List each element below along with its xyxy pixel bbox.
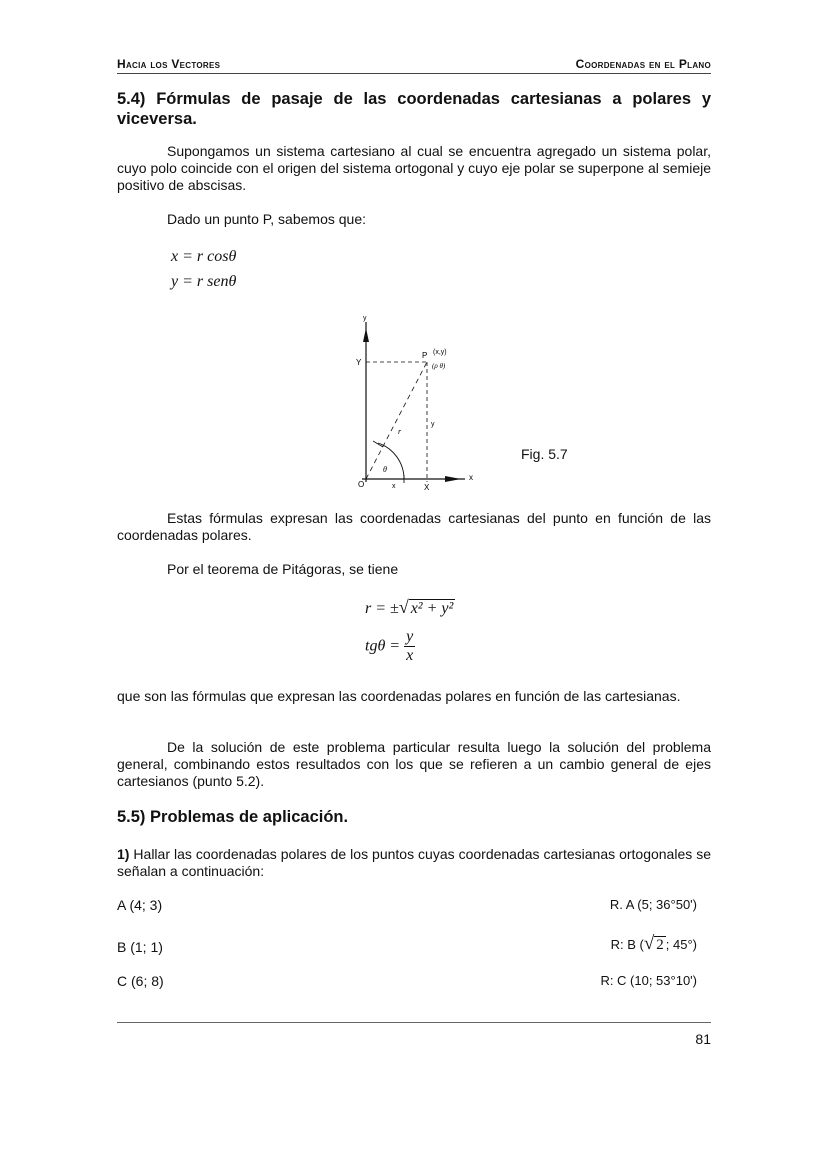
running-header: [117, 57, 711, 74]
header-right: Coordenadas en el Plano: [575, 57, 711, 71]
point-a: A (4; 3): [117, 897, 163, 913]
P-label: P: [422, 351, 428, 360]
P-polar-label: (ρ θ): [432, 362, 446, 370]
section-5-4-title: 5.4) Fórmulas de pasaje de las coordenadas cartesianas a polares y viceversa.: [117, 90, 711, 128]
equation-x: x = r cosθ: [171, 248, 237, 265]
Y-label: Y: [356, 358, 362, 367]
problem-row-a: [117, 897, 711, 917]
problem-1-statement: [117, 846, 711, 880]
answer-b-sqrt-symbol: √: [643, 933, 655, 954]
problem-text: Hallar las coordenadas polares de los puntos cuyas coordenadas cartesianas ortogonales se señalan a continuación:: [117, 846, 711, 879]
paragraph-pythagoras: Por el teorema de Pitágoras, se tiene: [167, 561, 399, 577]
equation-r: [365, 597, 455, 618]
x-segment-label: x: [392, 483, 396, 490]
y-axis-arrow: [363, 328, 369, 342]
footer-rule: [117, 1022, 711, 1023]
fraction-denominator: x: [406, 647, 414, 664]
page-number: 81: [695, 1031, 711, 1047]
header-left: Hacia los Vectores: [117, 57, 221, 71]
point-b: B (1; 1): [117, 939, 163, 955]
answer-c: R: C (10; 53°10'): [600, 973, 697, 988]
theta-label: θ: [383, 465, 387, 474]
paragraph-formulas-express: Estas fórmulas expresan las coordenadas cartesianas del punto en función de las coordenadas polares.: [117, 510, 711, 543]
r-label: r: [398, 427, 402, 436]
equation-tg: [365, 628, 415, 665]
paragraph-polar-in-terms: que son las fórmulas que expresan las coordenadas polares en función de las cartesianas.: [117, 688, 681, 704]
problem-row-b: [117, 933, 711, 959]
equation-r-lhs: r = ±: [365, 600, 399, 617]
x-axis-label: x: [469, 473, 473, 482]
answer-b-suffix: ; 45°): [665, 937, 697, 952]
equation-y: y = r senθ: [171, 273, 237, 290]
y-segment-label: y: [431, 421, 435, 428]
paragraph-intro: Supongamos un sistema cartesiano al cual se encuentra agregado un sistema polar, cuyo polo coincide con el origen del sistema ortogonal y cuyo eje polar se superpone al semieje positivo de abscisas.: [117, 143, 711, 193]
fraction-numerator: y: [406, 628, 414, 645]
theta-arc: [378, 443, 404, 479]
figure-caption: Fig. 5.7: [521, 446, 568, 462]
equation-tg-lhs: tgθ =: [365, 637, 401, 655]
equation-tg-fraction: [404, 628, 415, 665]
x-axis-arrow: [445, 476, 461, 482]
answer-b-prefix: R: B (: [610, 937, 644, 952]
paragraph-general-solution: De la solución de este problema particular resulta luego la solución del problema general, combinando estos resultados con los que se refieren a un cambio general de ejes cartesianos (punto 5.2).: [117, 739, 711, 789]
equation-r-radicand: x² + y²: [410, 600, 454, 617]
problem-row-c: [117, 973, 711, 993]
section-5-5-title: 5.5) Problemas de aplicación.: [117, 808, 349, 826]
point-c: C (6; 8): [117, 973, 164, 989]
y-axis-label: y: [363, 315, 367, 322]
origin-label: O: [358, 480, 365, 489]
answer-b-radicand: 2: [656, 937, 664, 953]
answer-b: [611, 933, 697, 955]
problem-number: 1): [117, 846, 130, 862]
document-page: [117, 0, 711, 1171]
answer-a: R. A (5; 36°50'): [609, 897, 697, 912]
paragraph-given-point: Dado un punto P, sabemos que:: [167, 211, 367, 227]
polar-cartesian-figure: [347, 312, 477, 492]
P-cartesian-label: (x,y): [433, 349, 447, 356]
sqrt-symbol: √: [398, 597, 409, 617]
radius-line: [366, 362, 427, 479]
X-label: X: [424, 483, 430, 492]
